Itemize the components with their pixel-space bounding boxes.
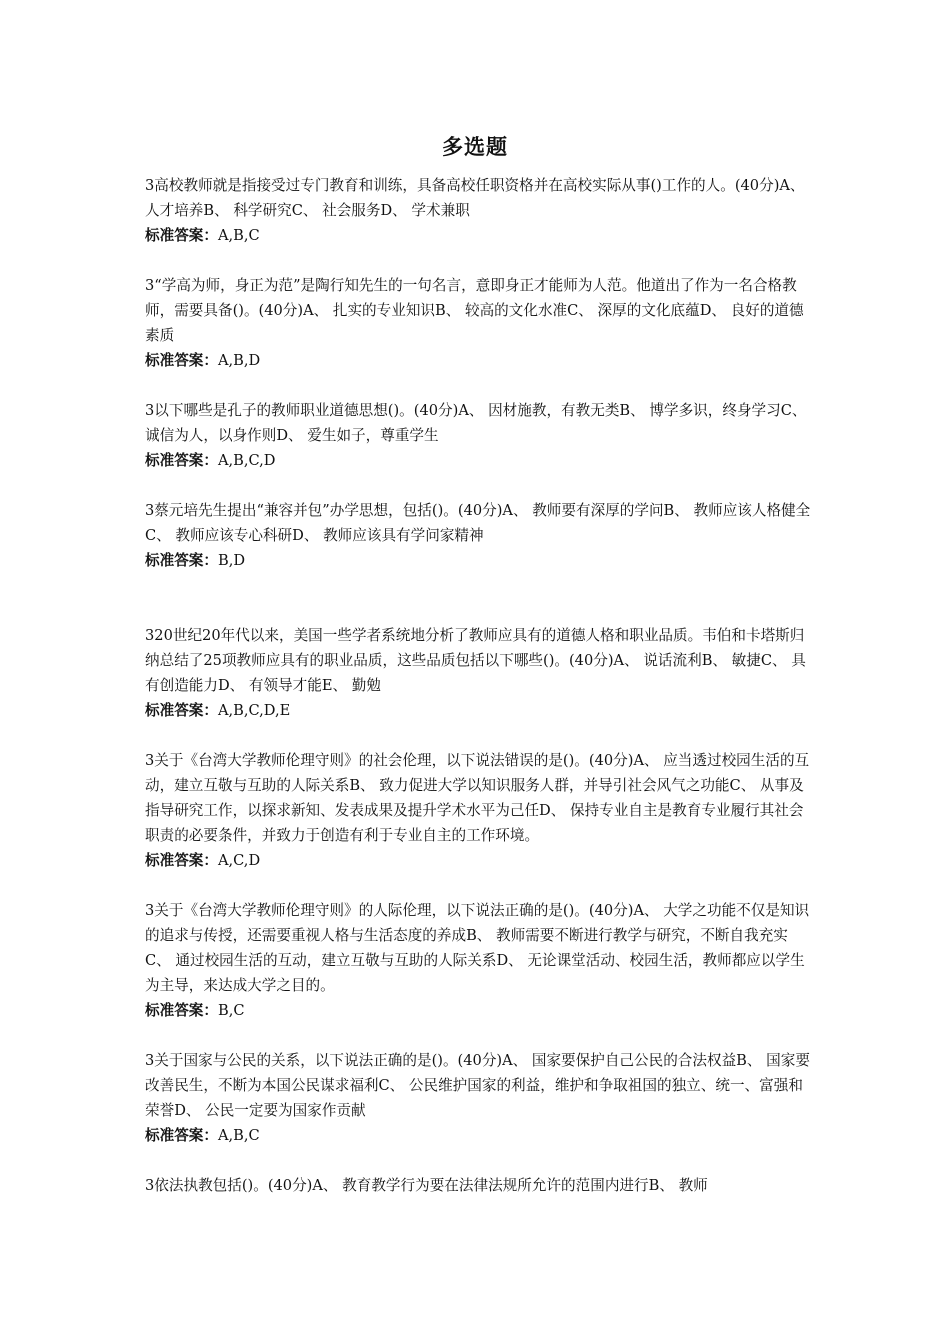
answer-line <box>145 998 813 1023</box>
answer-value: A,B,C,D,E <box>217 702 291 719</box>
answer-value: A,C,D <box>217 852 261 869</box>
answer-line <box>145 698 813 723</box>
answer-label: 标准答案： <box>145 352 218 369</box>
question-item <box>145 623 813 723</box>
question-text: 3关于《台湾大学教师伦理守则》的社会伦理，以下说法错误的是()。(40分)A、 应当透过校园生活的互动，建立互敬与互助的人际关系B、 致力促进大学以知识服务人群，并导引社会风气之功能C、 从事及指导研究工作，以探求新知、发表成果及提升学术水平为己任D、 保持专业自主是教育专业履行其社会职责的必要条件，并致力于创造有利于专业自主的工作环境。 <box>145 752 810 844</box>
answer-label: 标准答案： <box>145 227 218 244</box>
answer-label: 标准答案： <box>145 1127 218 1144</box>
question-item <box>145 748 813 873</box>
page-title: 多选题 <box>442 135 508 159</box>
question-item <box>145 1173 813 1198</box>
answer-value: A,B,C <box>217 1127 260 1144</box>
question-text: 3蔡元培先生提出“兼容并包”办学思想，包括()。(40分)A、 教师要有深厚的学问B、 教师应该人格健全C、 教师应该专心科研D、 教师应该具有学问家精神 <box>145 502 811 544</box>
answer-line <box>145 1123 813 1148</box>
question-text: 3关于《台湾大学教师伦理守则》的人际伦理，以下说法正确的是()。(40分)A、 大学之功能不仅是知识的追求与传授，还需要重视人格与生活态度的养成B、 教师需要不断进行教学与研究，不断自我充实C、 通过校园生活的互动，建立互敬与互助的人际关系D、 无论课堂活动、校园生活，教师都应以学生为主导，来达成大学之目的。 <box>145 902 810 994</box>
answer-value: B,C <box>217 1002 245 1019</box>
answer-label: 标准答案： <box>145 552 218 569</box>
question-text: 3关于国家与公民的关系，以下说法正确的是()。(40分)A、 国家要保护自己公民的合法权益B、 国家要改善民生，不断为本国公民谋求福利C、 公民维护国家的利益，维护和争取祖国的独立、统一、富强和荣誉D、 公民一定要为国家作贡献 <box>145 1052 810 1119</box>
question-item <box>145 898 813 1023</box>
question-text: 3“学高为师，身正为范”是陶行知先生的一句名言，意即身正才能师为人范。他道出了作为一名合格教师，需要具备()。(40分)A、 扎实的专业知识B、 较高的文化水准C、 深厚的文化底蕴D、 良好的道德素质 <box>145 277 804 344</box>
answer-value: A,B,C,D <box>217 452 276 469</box>
answer-line <box>145 348 813 373</box>
question-text: 3高校教师就是指接受过专门教育和训练，具备高校任职资格并在高校实际从事()工作的人。(40分)A、 人才培养B、 科学研究C、 社会服务D、 学术兼职 <box>145 177 805 219</box>
question-text: 3以下哪些是孔子的教师职业道德思想()。(40分)A、 因材施教，有教无类B、 博学多识，终身学习C、 诚信为人，以身作则D、 爱生如子，尊重学生 <box>145 402 807 444</box>
answer-line <box>145 848 813 873</box>
question-item <box>145 498 813 573</box>
answer-label: 标准答案： <box>145 452 218 469</box>
question-item <box>145 173 813 248</box>
question-item <box>145 273 813 373</box>
answer-line <box>145 448 813 473</box>
answer-line <box>145 223 813 248</box>
answer-label: 标准答案： <box>145 852 218 869</box>
question-item <box>145 1048 813 1148</box>
answer-value: A,B,C <box>217 227 260 244</box>
question-text: 3依法执教包括()。(40分)A、 教育教学行为要在法律法规所允许的范围内进行B、 教师 <box>145 1177 708 1194</box>
answer-line <box>145 548 813 573</box>
answer-label: 标准答案： <box>145 702 218 719</box>
question-item <box>145 398 813 473</box>
answer-value: A,B,D <box>217 352 261 369</box>
question-text: 320世纪20年代以来，美国一些学者系统地分析了教师应具有的道德人格和职业品质。韦伯和卡塔斯归纳总结了25项教师应具有的职业品质，这些品质包括以下哪些()。(40分)A、 说话流利B、 敏捷C、 具有创造能力D、 有领导才能E、 勤勉 <box>145 627 806 694</box>
answer-label: 标准答案： <box>145 1002 218 1019</box>
question-list <box>145 173 813 1223</box>
answer-value: B,D <box>217 552 246 569</box>
